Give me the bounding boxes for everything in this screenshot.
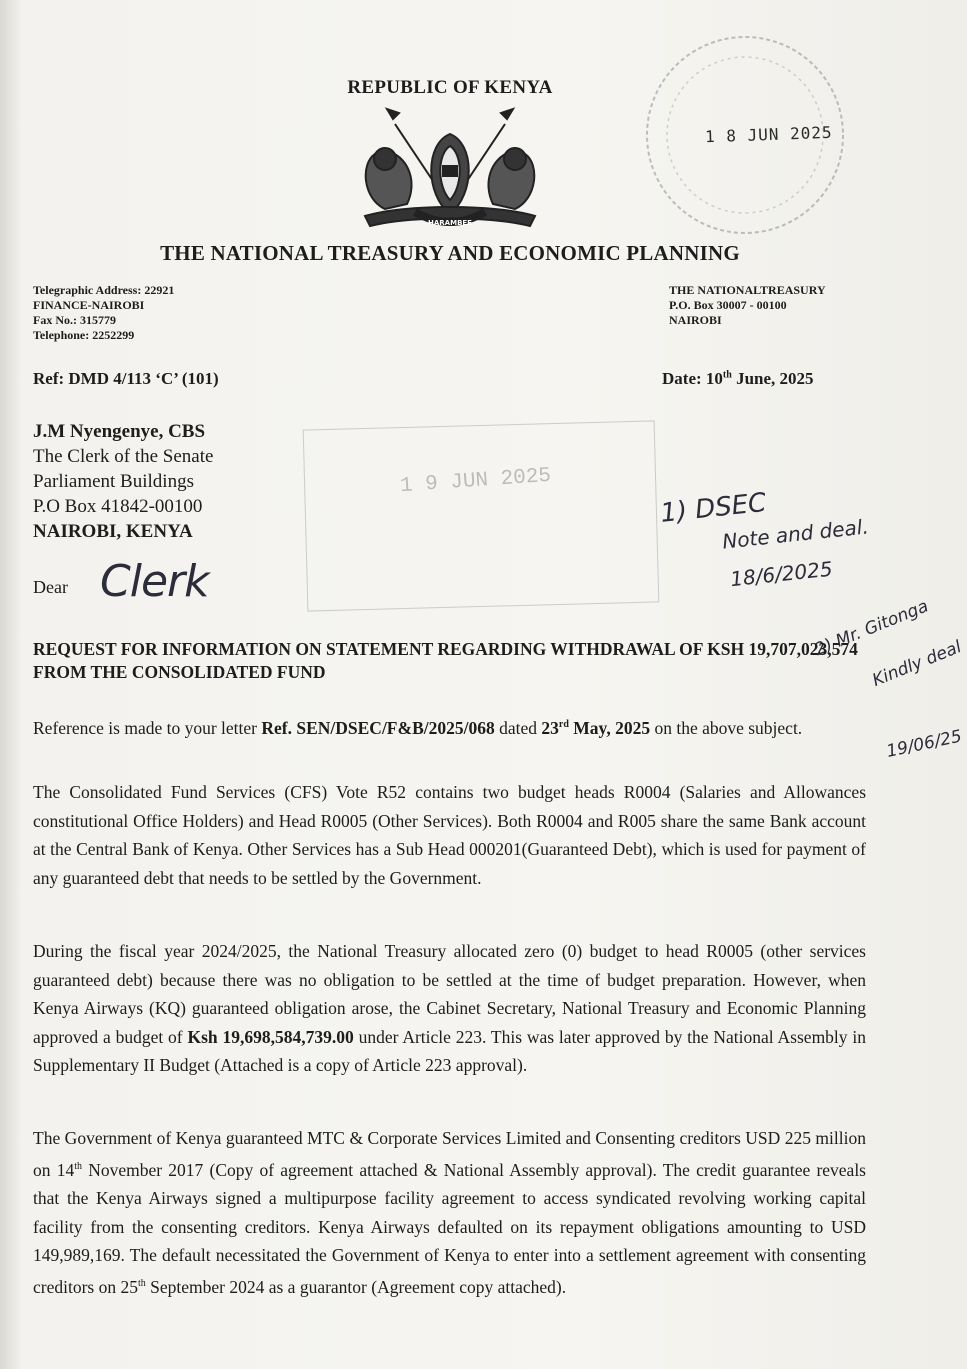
recipient-city: NAIROBI, KENYA bbox=[33, 521, 193, 542]
received-stamp-date: 1 8 JUN 2025 bbox=[704, 122, 833, 147]
contact-left bbox=[33, 283, 174, 343]
letter-subject: REQUEST FOR INFORMATION ON STATEMENT REGARDING WITHDRAWAL OF KSH 19,707,023,574 FROM THE CONSOLIDATED FUND bbox=[33, 639, 858, 682]
salutation: Dear bbox=[33, 577, 68, 597]
recipient-po-box: P.O Box 41842-00100 bbox=[33, 496, 203, 517]
treasury-name: THE NATIONALTREASURY bbox=[669, 283, 826, 297]
side-note-line-1: 2) Mr. Gitonga bbox=[811, 596, 932, 661]
recipient-building: Parliament Buildings bbox=[33, 471, 194, 492]
letter-date: Date: 10th June, 2025 bbox=[662, 369, 814, 388]
minute-line-1: 1) DSEC bbox=[659, 487, 768, 529]
fax-number: Fax No.: 315779 bbox=[33, 313, 116, 327]
contact-right bbox=[669, 283, 826, 328]
telephone-number: Telephone: 2252299 bbox=[33, 328, 135, 342]
recipient-name: J.M Nyengenye, CBS bbox=[33, 421, 206, 442]
minute-line-2: Note and deal. bbox=[721, 514, 870, 554]
kenya-coat-of-arms-icon bbox=[345, 104, 555, 239]
side-note-line-2: Kindly deal bbox=[869, 637, 965, 691]
minute-line-3: 18/6/2025 bbox=[729, 556, 834, 592]
recipient-title: The Clerk of the Senate bbox=[33, 446, 214, 467]
paragraph-fiscal-year: During the fiscal year 2024/2025, the National Treasury allocated zero (0) budget to head R0005 (other services guaranteed debt) because there was no obligation to be settled at the time of budget preparation. However, when Kenya Airways (KQ) guaranteed obligation arose, the Cabinet Secretary, National Treasury and Economic Planning approved a budget of Ksh 19,698,584,739.00 under Article 223. This was later approved by the National Assembly in Supplementary II Budget (Attached is a copy of Article 223 approval). bbox=[33, 941, 867, 1076]
handwritten-salutation: Clerk bbox=[100, 556, 209, 607]
telegraphic-address: Telegraphic Address: 22921 bbox=[33, 283, 175, 297]
ministry-heading: THE NATIONAL TREASURY AND ECONOMIC PLANNING bbox=[160, 241, 740, 265]
republic-heading: REPUBLIC OF KENYA bbox=[347, 77, 553, 98]
paragraph-reference: Reference is made to your letter Ref. SEN/DSEC/F&B/2025/068 dated 23rd May, 2025 on the above subject. bbox=[33, 717, 803, 738]
senate-received-stamp bbox=[303, 420, 660, 611]
handwritten-minute bbox=[659, 487, 870, 592]
senate-stamp-date: 1 9 JUN 2025 bbox=[399, 464, 552, 499]
city: NAIROBI bbox=[669, 313, 722, 327]
recipient-address bbox=[33, 419, 213, 544]
paragraph-guarantee: The Government of Kenya guaranteed MTC & Corporate Services Limited and Consenting creditors USD 225 million on 14th November 2017 (Copy of agreement attached & National Assembly approval). The credit guarantee reveals that the Kenya Airways signed a multipurpose facility agreement to access syndicated revolving working capital facility from the consenting creditors. Kenya Airways defaulted on its repayment obligations amounting to USD 149,989,169. The default necessitated the Government of Kenya to enter into a settlement agreement with consenting creditors on 25th September 2024 as a guarantor (Agreement copy attached). bbox=[33, 1128, 866, 1297]
finance-nairobi: FINANCE-NAIROBI bbox=[33, 298, 145, 312]
coat-motto: HARAMBEE bbox=[428, 219, 472, 227]
paragraph-cfs-vote: The Consolidated Fund Services (CFS) Vote R52 contains two budget heads R0004 (Salaries and Allowances constitutional Office Holders) and Head R0005 (Other Services). Both R0004 and R005 share the same Bank account at the Central Bank of Kenya. Other Services has a Sub Head 000201(Guaranteed Debt), which is used for payment of any guaranteed debt that needs to be settled by the Government. bbox=[33, 782, 866, 888]
po-box: P.O. Box 30007 - 00100 bbox=[669, 298, 787, 312]
reference-number: Ref: DMD 4/113 ‘C’ (101) bbox=[33, 369, 219, 388]
side-note-line-3: 19/06/25 bbox=[884, 726, 964, 762]
